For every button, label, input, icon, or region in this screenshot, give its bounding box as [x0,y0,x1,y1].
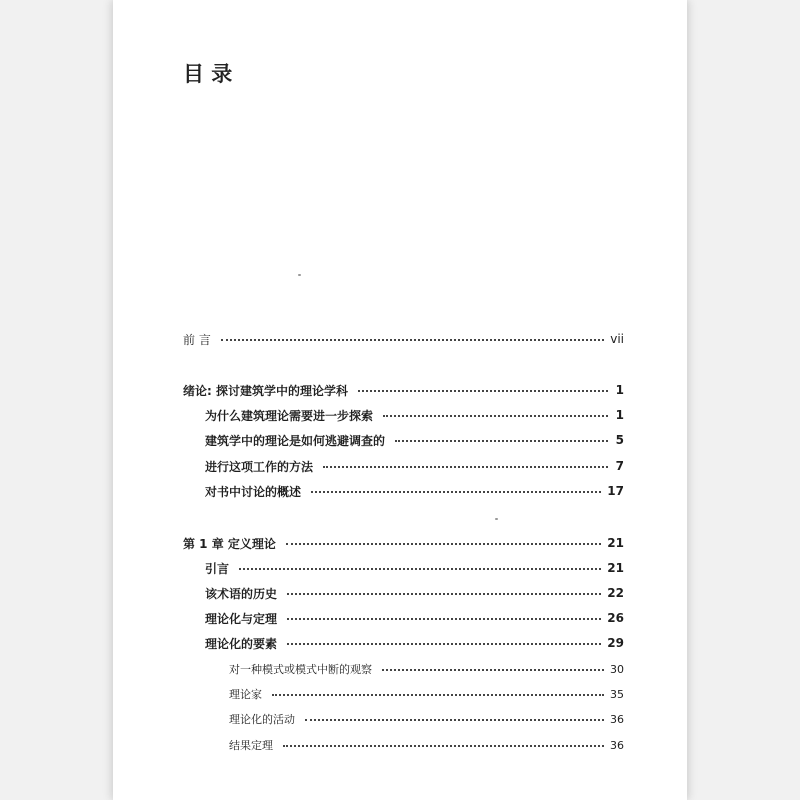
toc-entry[interactable] [205,583,624,603]
dot-leader [311,491,601,493]
dot-leader [358,390,608,392]
toc-page-number: 1 [615,383,624,397]
book-page [113,0,687,800]
toc-page-number: 7 [615,459,624,473]
toc-entry-chapter-1[interactable] [183,533,624,553]
toc-page-number: 5 [615,433,624,447]
print-speck [495,518,498,520]
dot-leader [323,466,608,468]
toc-entry[interactable] [229,709,624,729]
toc-entry-label: 理论化的活动 [229,713,295,726]
toc-entry[interactable] [205,405,624,425]
toc-entry-label: 对一种模式或模式中断的观察 [229,663,372,676]
toc-entry[interactable] [205,430,624,450]
dot-leader [383,415,608,417]
toc-entry-label: 第 1 章 定义理论 [183,536,276,551]
dot-leader [287,593,601,595]
toc-entry[interactable] [205,456,624,476]
dot-leader [272,694,604,696]
dot-leader [382,669,604,671]
print-speck [298,274,301,276]
toc-page-number: 35 [610,687,624,701]
toc-entry-label: 理论化的要素 [205,636,278,651]
dot-leader [239,568,601,570]
dot-leader [287,643,601,645]
dot-leader [287,618,601,620]
toc-entry-label: 进行这项工作的方法 [205,459,314,474]
toc-page-number: 17 [607,484,624,498]
toc-entry[interactable] [229,684,624,704]
dot-leader [221,339,604,341]
toc-entry-label: 对书中讨论的概述 [205,484,302,499]
toc-entry-label: 结果定理 [229,739,273,752]
toc-entry-label: 引言 [205,561,230,576]
toc-entry-label: 建筑学中的理论是如何逃避调查的 [205,433,386,448]
toc-entry-label: 该术语的历史 [205,586,278,601]
toc-entry[interactable] [205,558,624,578]
toc-entry-introduction[interactable] [183,380,624,400]
toc-title: 目 录 [183,62,233,86]
toc-page-number: 29 [607,636,624,650]
toc-page-number: vii [610,332,624,346]
toc-page-number: 22 [607,586,624,600]
dot-leader [286,543,601,545]
dot-leader [305,719,604,721]
toc-entry[interactable] [205,481,624,501]
toc-page-number: 26 [607,611,624,625]
toc-page-number: 1 [615,408,624,422]
toc-entry-label: 前 言 [183,332,211,347]
toc-entry-label: 理论化与定理 [205,611,278,626]
toc-entry-label: 绪论: 探讨建筑学中的理论学科 [183,383,348,398]
toc-page-number: 36 [610,712,624,726]
dot-leader [395,440,608,442]
toc-page-number: 30 [610,662,624,676]
toc-page-number: 21 [607,536,624,550]
toc-entry-label: 为什么建筑理论需要进一步探索 [205,408,374,423]
toc-entry-preface[interactable] [183,329,624,349]
toc-entry[interactable] [229,735,624,755]
toc-page-number: 36 [610,738,624,752]
toc-entry[interactable] [205,608,624,628]
toc-page-number: 21 [607,561,624,575]
toc-entry-label: 理论家 [229,688,262,701]
toc-entry[interactable] [229,659,624,679]
dot-leader [283,745,604,747]
toc-entry[interactable] [205,633,624,653]
